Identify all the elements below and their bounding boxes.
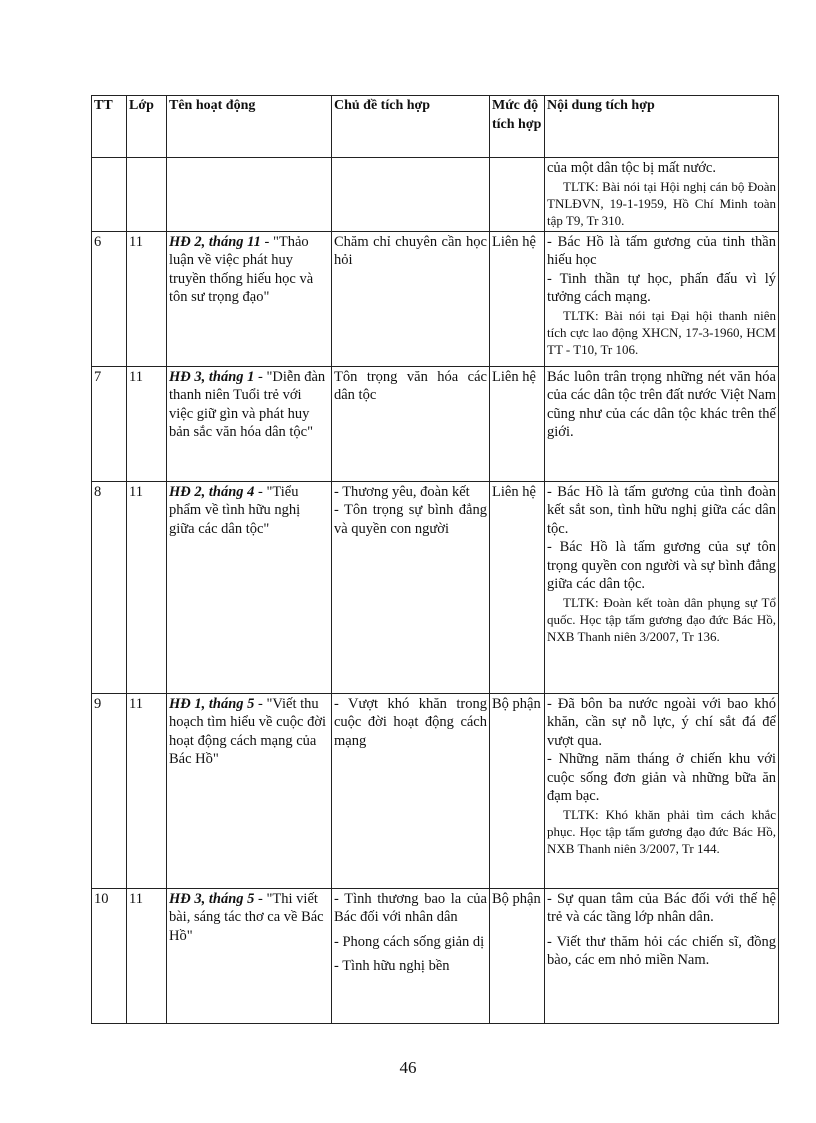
- row-topics: [332, 366, 490, 481]
- row-activity: [167, 231, 332, 366]
- row-tt: 10: [92, 888, 127, 1023]
- activity-title: - "Thảo luận về việc phát huy truyền thống hiếu học và tôn sư trọng đạo": [169, 233, 314, 305]
- integration-table: [91, 95, 779, 1024]
- table-row-continuation: [92, 158, 779, 232]
- continuation-line: của một dân tộc bị mất nước.: [547, 160, 716, 176]
- row-tt: 8: [92, 481, 127, 693]
- header-lop: Lớp: [127, 96, 167, 158]
- table-row: [92, 888, 779, 1023]
- header-chu-de: Chủ đề tích hợp: [332, 96, 490, 158]
- reference: TLTK: Khó khăn phải tìm cách khắc phục. Học tập tấm gương đạo đức Bác Hồ, NXB Thanh niên 3/2007, Tr 144.: [547, 806, 776, 856]
- row-content: [545, 231, 779, 366]
- row-lop: 11: [127, 366, 167, 481]
- continuation-cell: [545, 158, 779, 232]
- activity-code: HĐ 3, tháng 5: [169, 890, 255, 907]
- row-level: Liên hệ: [490, 481, 545, 693]
- activity-title: - "Tiểu phẩm về tình hữu nghị giữa các dân tộc": [169, 483, 301, 537]
- row-level: Liên hệ: [490, 366, 545, 481]
- table-row: [92, 231, 779, 366]
- reference: TLTK: Đoàn kết toàn dân phụng sự Tổ quốc. Học tập tấm gương đạo đức Bác Hồ, NXB Thanh niên 3/2007, Tr 136.: [547, 594, 776, 644]
- content-item: - Những năm tháng ở chiến khu với cuộc sống đơn giản và những bữa ăn đạm bạc.: [547, 751, 776, 804]
- topic-item: Chăm chỉ chuyên cần học hỏi: [334, 233, 487, 268]
- row-level: Bộ phận: [490, 888, 545, 1023]
- topic-item: - Thương yêu, đoàn kết: [334, 483, 470, 500]
- row-activity: [167, 481, 332, 693]
- content-item: Bác luôn trân trọng những nét văn hóa của các dân tộc trên đất nước Việt Nam cũng như của các dân tộc khác trên thế giới.: [547, 368, 776, 440]
- row-lop: 11: [127, 481, 167, 693]
- row-content: [545, 366, 779, 481]
- content-item: - Đã bôn ba nước ngoài với bao khó khăn, cần sự nỗ lực, ý chí sắt đá để vượt qua.: [547, 695, 776, 749]
- content-item: - Viết thư thăm hỏi các chiến sĩ, đồng bào, các em nhỏ miền Nam.: [547, 933, 776, 968]
- row-lop: 11: [127, 693, 167, 888]
- header-tt: TT: [92, 96, 127, 158]
- topic-item: - Tình thương bao la của Bác đối với nhân dân: [334, 890, 487, 925]
- page-number: 46: [399, 1058, 417, 1077]
- activity-title: - "Thi viết bài, sáng tác thơ ca về Bác Hồ": [169, 890, 324, 944]
- activity-code: HĐ 2, tháng 4: [169, 483, 255, 500]
- header-noi-dung: Nội dung tích hợp: [545, 96, 779, 158]
- content-item: - Bác Hồ là tấm gương của tinh thần hiếu học: [547, 233, 776, 268]
- topic-item: - Tôn trọng sự bình đẳng và quyền con người: [334, 502, 487, 537]
- table-row: [92, 481, 779, 693]
- topic-item: - Vượt khó khăn trong cuộc đời hoạt động cách mạng: [334, 695, 487, 749]
- row-lop: 11: [127, 231, 167, 366]
- row-level: Bộ phận: [490, 693, 545, 888]
- row-content: [545, 888, 779, 1023]
- table-row: [92, 693, 779, 888]
- header-muc-do: Mức độ tích hợp: [490, 96, 545, 158]
- row-activity: [167, 366, 332, 481]
- topic-item: - Phong cách sống giản dị: [334, 933, 485, 950]
- continuation-ref: TLTK: Bài nói tại Hội nghị cán bộ Đoàn TNLĐVN, 19-1-1959, Hồ Chí Minh toàn tập T9, Tr 310.: [547, 178, 776, 228]
- content-item: - Bác Hồ là tấm gương của sự tôn trọng quyền con người và sự bình đẳng giữa các dân tộc.: [547, 539, 776, 592]
- activity-code: HĐ 1, tháng 5: [169, 695, 255, 712]
- row-activity: [167, 888, 332, 1023]
- row-topics: [332, 888, 490, 1023]
- header-ten: Tên hoạt động: [167, 96, 332, 158]
- table-row: [92, 366, 779, 481]
- row-content: [545, 481, 779, 693]
- row-level: Liên hệ: [490, 231, 545, 366]
- row-tt: 9: [92, 693, 127, 888]
- row-topics: [332, 481, 490, 693]
- activity-code: HĐ 2, tháng 11: [169, 233, 261, 250]
- row-activity: [167, 693, 332, 888]
- content-item: - Sự quan tâm của Bác đối với thế hệ trẻ và các tầng lớp nhân dân.: [547, 890, 776, 925]
- row-topics: [332, 231, 490, 366]
- topic-item: Tôn trọng văn hóa các dân tộc: [334, 368, 487, 403]
- row-topics: [332, 693, 490, 888]
- reference: TLTK: Bài nói tại Đại hội thanh niên tích cực lao động XHCN, 17-3-1960, HCM TT - T10, Tr 106.: [547, 307, 776, 357]
- row-lop: 11: [127, 888, 167, 1023]
- row-content: [545, 693, 779, 888]
- activity-code: HĐ 3, tháng 1: [169, 368, 255, 385]
- activity-title: - "Viết thu hoạch tìm hiểu về cuộc đời hoạt động cách mạng của Bác Hồ": [169, 695, 327, 767]
- table-header-row: [92, 96, 779, 158]
- content-item: - Bác Hồ là tấm gương của tình đoàn kết sắt son, tình hữu nghị giữa các dân tộc.: [547, 483, 776, 537]
- content-item: - Tinh thần tự học, phấn đấu vì lý tưởng cách mạng.: [547, 270, 776, 305]
- row-tt: 6: [92, 231, 127, 366]
- topic-item: - Tình hữu nghị bền: [334, 958, 450, 974]
- row-tt: 7: [92, 366, 127, 481]
- activity-title: - "Diễn đàn thanh niên Tuổi trẻ với việc giữ gìn và phát huy bản sắc văn hóa dân tộc": [169, 368, 326, 440]
